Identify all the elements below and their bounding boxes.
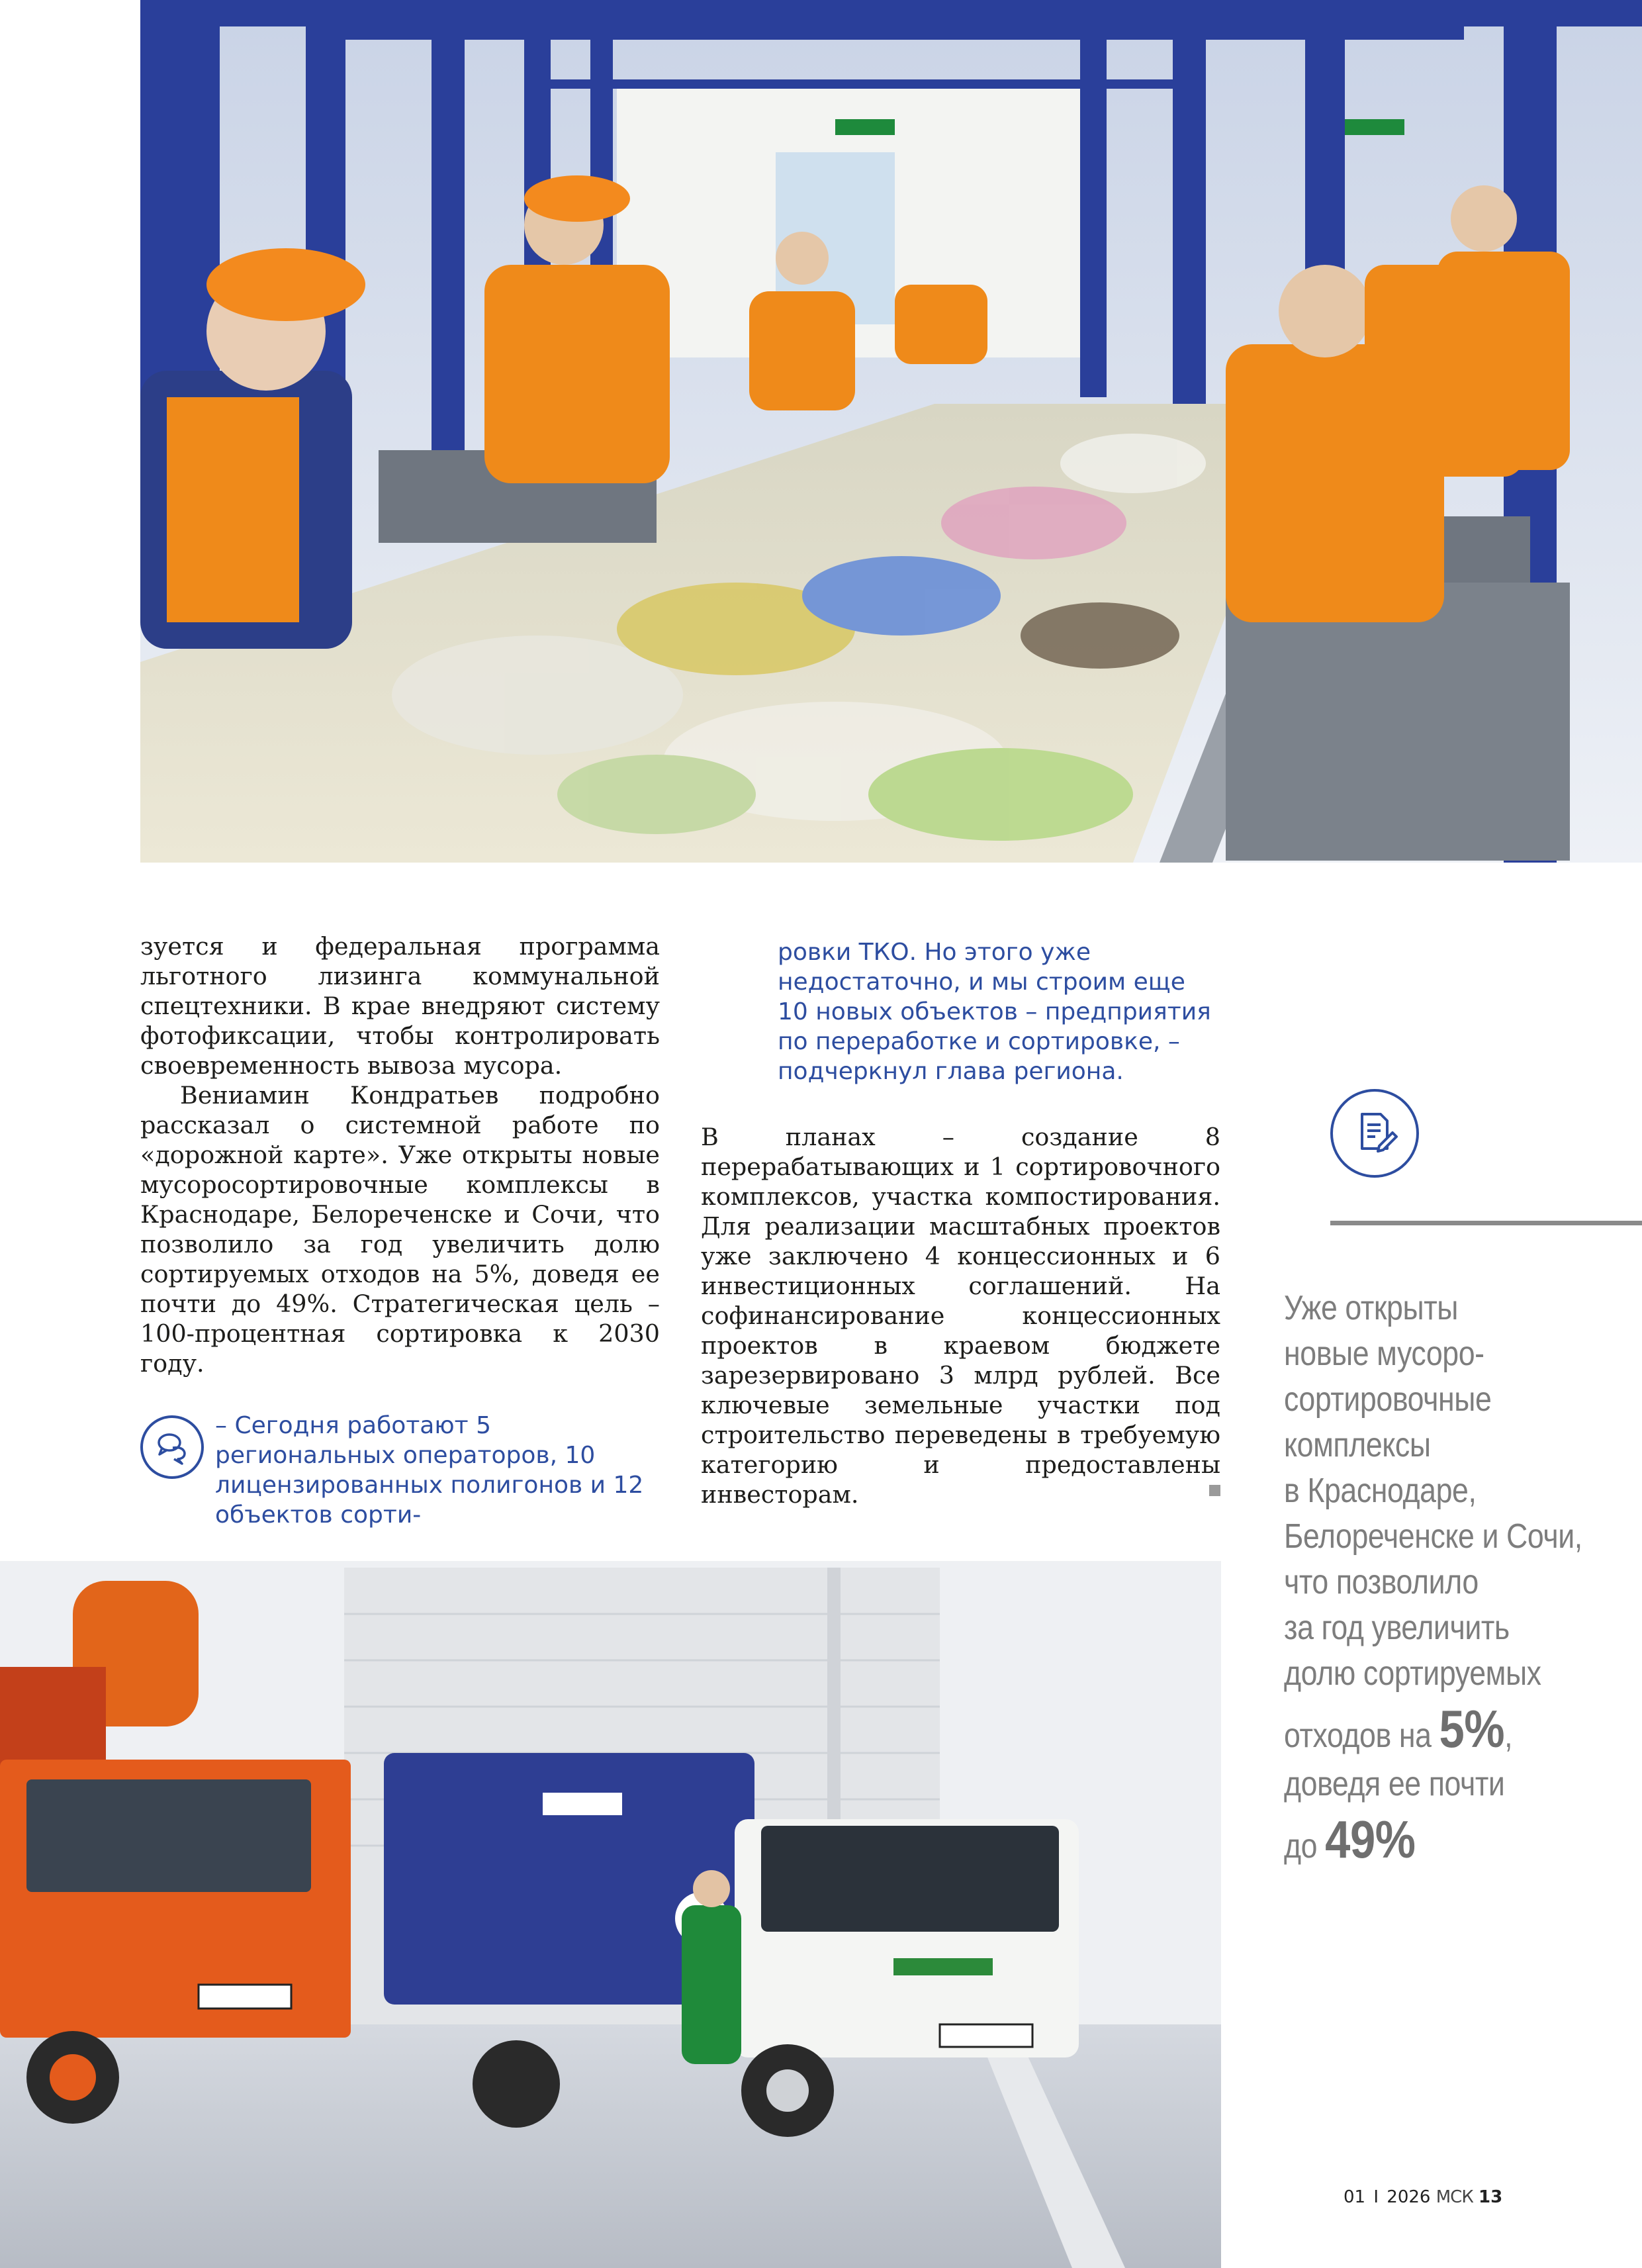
pull-line-5: в Краснодаре, bbox=[1284, 1472, 1477, 1510]
middle-paragraph-1: В планах – создание 8 перерабатывающих и 1 сортировочного комплексов, участка компостирования. Для реализации масштабных проектов уже заключено 4 концессионных и 6 инвестиционных соглашений. На софинансирование концессионных проектов в краевом бюджете зарезервировано 3 млрд рублей. Все ключевые земельные участки под строительство переведены в требуемую категорию и предоставлены инвесторам. bbox=[701, 1123, 1220, 1509]
top-photo bbox=[140, 0, 1642, 863]
pull-line-2: новые мусоро- bbox=[1284, 1335, 1484, 1373]
pull-line-3: сортировочные bbox=[1284, 1380, 1492, 1419]
end-mark bbox=[1209, 1485, 1220, 1496]
pull-highlight-5: 5% bbox=[1439, 1699, 1505, 1758]
folio-year: 2026 bbox=[1387, 2187, 1431, 2207]
pull-line-4: комплексы bbox=[1284, 1426, 1431, 1464]
folio-sep: I bbox=[1373, 2187, 1379, 2207]
quote-end bbox=[778, 937, 1221, 1086]
sorting-line-photo bbox=[140, 0, 1642, 863]
folio bbox=[1344, 2187, 1502, 2207]
garbage-trucks-photo bbox=[0, 1561, 1221, 2268]
left-column bbox=[140, 931, 660, 1378]
folio-mag: МСК bbox=[1436, 2187, 1473, 2207]
pull-line-11: доведя ее почти bbox=[1284, 1765, 1505, 1803]
pull-line-6: Белореченске и Сочи, bbox=[1284, 1517, 1582, 1556]
quote-start-text: – Сегодня работают 5 региональных операторов, 10 лицензированных полигонов и 12 объектов сорти- bbox=[215, 1412, 644, 1529]
quote-end-text: ровки ТКО. Но этого уже недостаточно, и мы строим еще 10 новых объектов – предприятия по переработке и сортировке, – подчеркнул глава региона. bbox=[778, 939, 1211, 1085]
pull-line-9: долю сортируемых bbox=[1284, 1654, 1541, 1693]
middle-column bbox=[701, 1122, 1220, 1509]
sidebar-rule bbox=[1330, 1221, 1642, 1225]
pull-line-1: Уже открыты bbox=[1284, 1289, 1458, 1327]
pull-line-7: что позволило bbox=[1284, 1563, 1479, 1601]
document-pen-icon bbox=[1350, 1109, 1399, 1158]
pull-quote bbox=[1284, 1286, 1582, 1872]
left-paragraph-1: зуется и федеральная программа льготного лизинга коммунальной спецтехники. В крае внедряют систему фотофиксации, чтобы контролировать своевременность вывоза мусора. bbox=[140, 932, 660, 1080]
left-paragraph-2: Вениамин Кондратьев подробно рассказал о системной работе по «дорожной карте». Уже открыты новые мусоросортировочные комплексы в Краснодаре, Белореченске и Сочи, что позволило за год увеличить долю сортируемых отходов на 5%, доведя ее почти до 49%. Стратегическая цель – 100-процентная сортировка к 2030 году. bbox=[140, 1081, 660, 1378]
bottom-photo bbox=[0, 1561, 1221, 2268]
chat-bubbles-icon bbox=[153, 1428, 191, 1466]
folio-issue: 01 bbox=[1344, 2187, 1366, 2207]
pull-line-10-comma: , bbox=[1504, 1717, 1513, 1755]
pull-line-10 bbox=[1284, 1697, 1582, 1762]
pull-highlight-49: 49% bbox=[1325, 1810, 1416, 1869]
folio-page: 13 bbox=[1479, 2187, 1503, 2207]
pull-line-10-text: отходов на bbox=[1284, 1717, 1439, 1755]
pull-line-12 bbox=[1284, 1807, 1582, 1872]
document-icon-circle bbox=[1330, 1089, 1419, 1178]
quote-start bbox=[215, 1411, 662, 1530]
quote-icon bbox=[140, 1415, 204, 1479]
pull-line-12-text: до bbox=[1284, 1827, 1326, 1866]
pull-line-8: за год увеличить bbox=[1284, 1609, 1510, 1647]
